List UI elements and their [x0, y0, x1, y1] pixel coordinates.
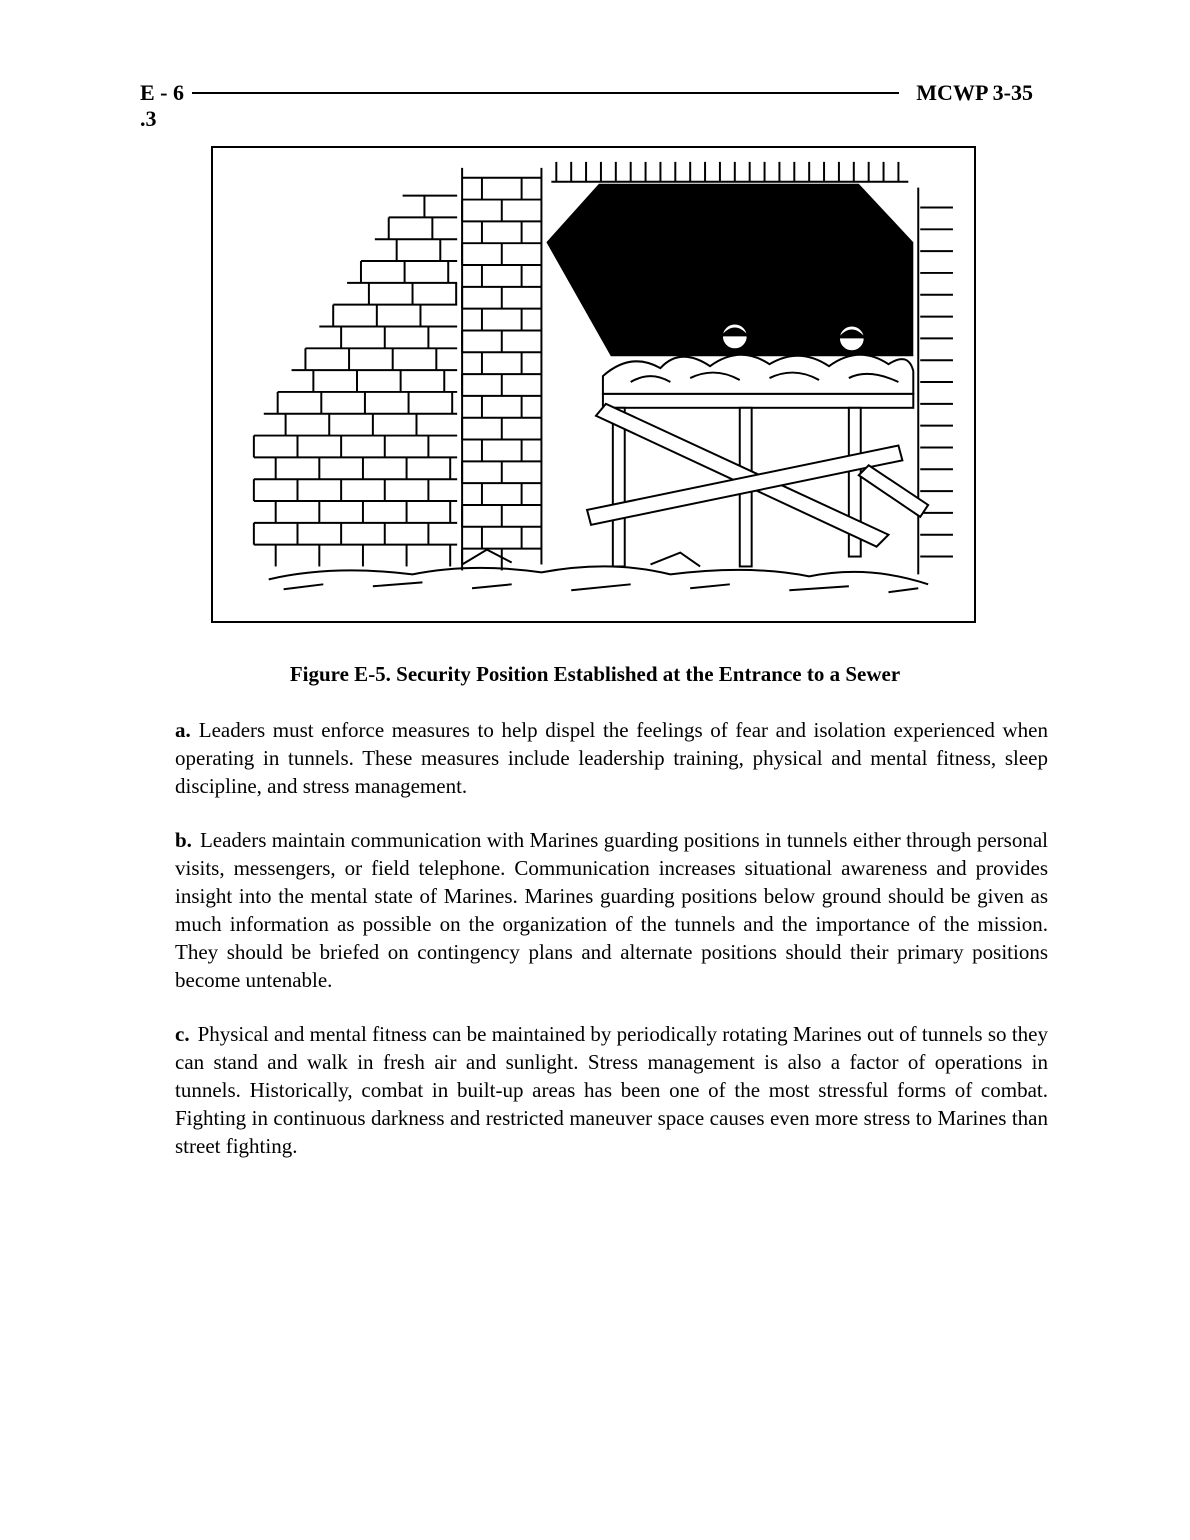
left-brick-wall — [254, 196, 457, 567]
page-number-continuation: .3 — [140, 106, 157, 131]
timber-shoring — [587, 394, 928, 567]
paragraph-label: c. — [175, 1022, 190, 1046]
paragraph-text: Leaders must enforce measures to help dispel the feelings of fear and isolation experienced when operating in tunnels. These measures include leadership training, physical and mental fitness, sleep discipline, and stress management. — [175, 718, 1048, 798]
paragraph-c — [175, 1020, 1048, 1160]
paragraph-label: b. — [175, 828, 192, 852]
sandbag-parapet — [603, 355, 913, 394]
paragraph-text: Leaders maintain communication with Marines guarding positions in tunnels either through personal visits, messengers, or field telephone. Communication increases situational awareness and provides insight into the mental state of Marines. Marines guarding positions below ground should be given as much information as possible on the organization of the tunnels and the importance of the mission. They should be briefed on contingency plans and alternate positions should their primary positions become untenable. — [175, 828, 1048, 992]
rubble-ground — [269, 550, 928, 593]
publication-id: MCWP 3-35 — [916, 80, 1033, 105]
paragraph-label: a. — [175, 718, 191, 742]
figure-caption: Figure E-5. Security Position Established at the Entrance to a Sewer — [289, 662, 901, 686]
sewer-entrance-drawing — [213, 148, 974, 621]
arch-bricks — [551, 162, 908, 182]
figure-illustration — [211, 146, 976, 623]
page-number: E - 6 — [140, 80, 184, 105]
paragraph-text: Physical and mental fitness can be maintained by periodically rotating Marines out of tunnels so they can stand and walk in fresh air and sunlight. Stress management is also a factor of operations in tunnels. Historically, combat in built-up areas has been one of the most stressful forms of combat. Fighting in continuous darkness and restricted maneuver space causes even more stress to Marines than street fighting. — [175, 1022, 1048, 1158]
page-header — [140, 80, 1033, 110]
paragraph-a — [175, 716, 1048, 800]
brick-pillar — [462, 168, 541, 571]
paragraph-b — [175, 826, 1048, 994]
header-rule — [192, 92, 899, 94]
right-brick-wall — [918, 188, 953, 575]
